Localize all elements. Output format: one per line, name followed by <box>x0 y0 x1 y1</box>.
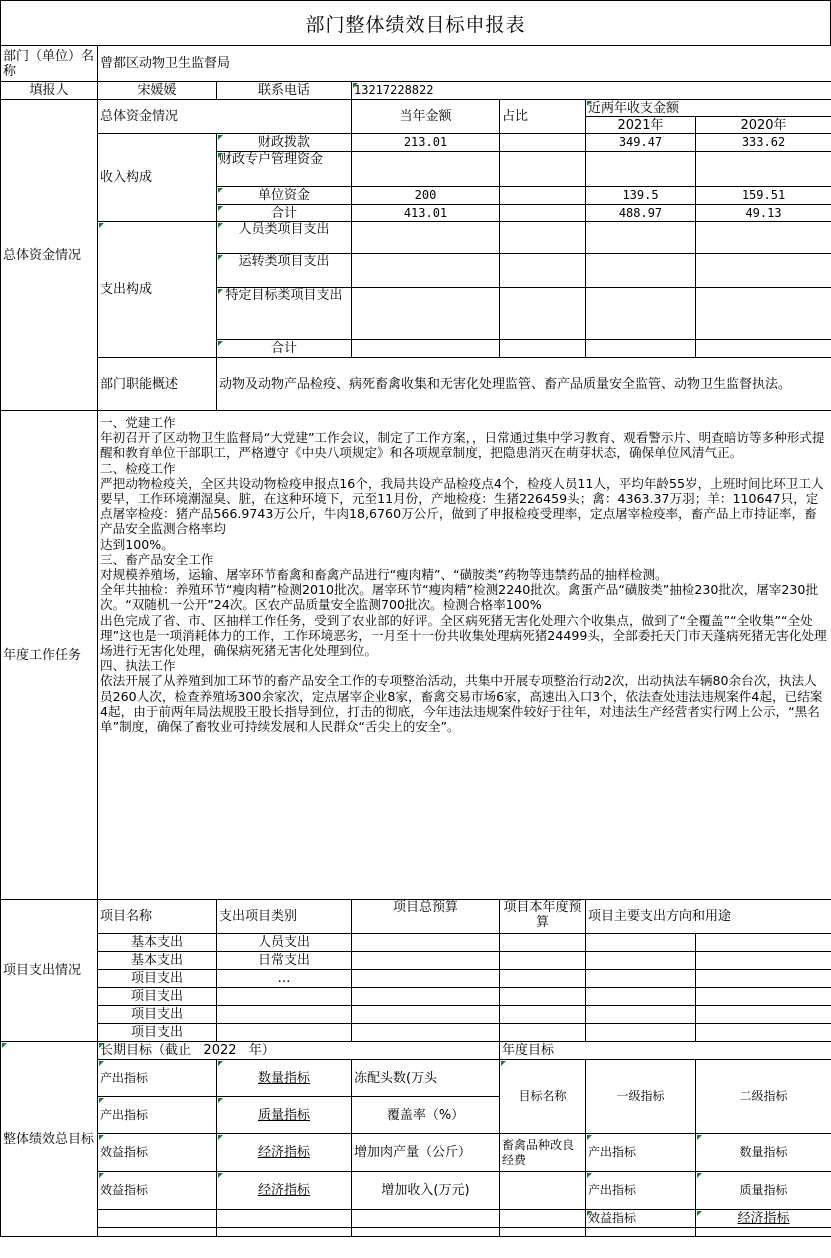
income-row-ratio[interactable] <box>500 152 586 187</box>
expense-row-name: 运转类项目支出 <box>217 254 352 288</box>
annual-tasks-text[interactable]: 一、党建工作 年初召开了区动物卫生监督局“大党建”工作会议，制定了工作方案，，日常通过集中学习教育、观看警示片、明查暗访等多种形式提醒和教育单位干部职工，严格遵守《中央八项规定》和各项规章制度，把隐患消灭在萌芽状态，确保单位风清气正。 二、检疫工作 严把动物检疫关，全区共设动物检疫申报点16个，我局共设产品检疫点4个，检疫人员11人，平均年龄55岁，上班时间比环卫工人要早，工作环境潮湿臭、脏，在这种环境下，元至11月份，产地检疫：生猪226459头；禽：4363.37万羽；羊：110647只，定点屠宰检疫：猪产品566.9743万公斤，牛肉18,6760万公斤，做到了申报检疫受理率，定点屠宰检疫率，畜产品上市持证率，畜产品安全监测合格率均 达到100%。 三、畜产品安全工作 对规模养殖场，运输、屠宰环节畜禽和畜禽产品进行“瘦肉精”、“磺胺类”药物等违禁药品的抽样检测。 全年共抽检：养殖环节“瘦肉精”检测2010批次。屠宰环节“瘦肉精”检测2240批次。禽蛋产品“磺胺类”抽检230批次，屠宰230批次。“双随机一公开”24次。区农产品质量安全监测700批次。检测合格率100% 出色完成了省、市、区抽样工作任务，受到了农业部的好评。全区病死猪无害化处理六个收集点，做到了“全覆盖”“全收集”“全处理”这也是一项消耗体力的工作，工作环境恶劣，一月至十一份共收集处理病死猪24499头，全部委托天门市天蓬病死猪无害化处理场进行无害化处理，确保病死猪无害化处理到位。 四、执法工作 依法开展了从养殖到加工环节的畜产品安全工作的专项整治活动，共集中开展专项整治行动2次，出动执法车辆80余台次，执法人员260人次，检查养殖场300余家次，定点屠宰企业8家，畜禽交易市场6家，高速出入口3个，依法查处违法违规案件4起，已结案4起，由于前两年局法规股王股长指导到位，打击的彻底，今年违法违规案件较好于往年，对违法生产经营者实行网上公示，“黑名单”制度，确保了畜牧业可持续发展和人民群众“舌尖上的安全”。 <box>98 411 831 900</box>
long-term-label: 长期目标（截止 <box>100 1043 192 1058</box>
project-row-purpose[interactable] <box>586 952 696 970</box>
goal-left-empty[interactable] <box>352 1210 500 1228</box>
project-row-annual[interactable] <box>500 988 586 1006</box>
project-row-name[interactable]: 基本支出 <box>98 952 217 970</box>
dept-name-label: 部门（单位）名称 <box>1 46 98 82</box>
two-year-header: 近两年收支金额 <box>586 100 831 117</box>
project-row-category[interactable] <box>217 1006 352 1024</box>
project-row-name[interactable]: 项目支出 <box>98 1006 217 1024</box>
phone-label: 联系电话 <box>217 82 352 100</box>
income-row-name: 财政专户管理资金 <box>217 152 352 187</box>
goal-left-b[interactable]: 经济指标 <box>217 1172 352 1210</box>
project-row-purpose-2[interactable] <box>696 934 831 952</box>
annual-target-name-empty[interactable] <box>500 1210 586 1228</box>
funds-section-label: 总体资金情况 <box>1 100 98 411</box>
expense-label: 支出构成 <box>98 222 217 358</box>
project-row-annual[interactable] <box>500 934 586 952</box>
income-row-2020[interactable]: 333.62 <box>696 134 831 152</box>
expense-total-current[interactable] <box>352 340 500 358</box>
income-total-ratio[interactable] <box>500 205 586 222</box>
expense-total-2020[interactable] <box>696 340 831 358</box>
project-row-name[interactable]: 项目支出 <box>98 1024 217 1042</box>
project-row-purpose[interactable] <box>586 1024 696 1042</box>
projects-header-purpose: 项目主要支出方向和用途 <box>586 900 831 934</box>
income-row-ratio[interactable] <box>500 187 586 205</box>
project-row-purpose-2[interactable] <box>696 952 831 970</box>
expense-total-name: 合计 <box>217 340 352 358</box>
expense-row-2021[interactable] <box>586 288 696 340</box>
goal-left-b[interactable]: 经济指标 <box>217 1134 352 1172</box>
income-row-2021[interactable]: 139.5 <box>586 187 696 205</box>
project-row-total[interactable] <box>352 1024 500 1042</box>
goal-left-a: 产出指标 <box>98 1060 217 1097</box>
duties-text[interactable]: 动物及动物产品检疫、病死畜禽收集和无害化处理监管、畜产品质量安全监管、动物卫生监督执法。 <box>217 358 831 411</box>
project-row-category[interactable]: 人员支出 <box>217 934 352 952</box>
income-row-2021[interactable]: 349.47 <box>586 134 696 152</box>
project-row-annual[interactable] <box>500 952 586 970</box>
expense-row-current[interactable] <box>352 254 500 288</box>
project-row-category[interactable]: … <box>217 970 352 988</box>
projects-header-name: 项目名称 <box>98 900 217 934</box>
goal-left-b[interactable]: 数量指标 <box>217 1060 352 1097</box>
project-row-total[interactable] <box>352 934 500 952</box>
income-total-2021[interactable]: 488.97 <box>586 205 696 222</box>
expense-row-2020[interactable] <box>696 254 831 288</box>
expense-row-2020[interactable] <box>696 222 831 254</box>
expense-row-current[interactable] <box>352 288 500 340</box>
annual-level1[interactable]: 产出指标 <box>586 1134 696 1172</box>
expense-total-ratio[interactable] <box>500 340 586 358</box>
project-row-purpose[interactable] <box>586 970 696 988</box>
expense-row-2021[interactable] <box>586 222 696 254</box>
annual-level2[interactable]: 数量指标 <box>696 1134 831 1172</box>
form-table <box>0 45 831 1237</box>
expense-total-2021[interactable] <box>586 340 696 358</box>
project-row-annual[interactable] <box>500 970 586 988</box>
project-row-total[interactable] <box>352 970 500 988</box>
annual-target-name-header: 目标名称 <box>500 1060 586 1134</box>
annual-level1[interactable]: 产出指标 <box>586 1172 696 1210</box>
goal-left-empty[interactable] <box>98 1228 217 1237</box>
expense-row-ratio[interactable] <box>500 254 586 288</box>
annual-level2[interactable]: 经济指标 <box>696 1210 831 1228</box>
filler-label: 填报人 <box>1 82 98 100</box>
annual-target-name-empty[interactable] <box>500 1172 586 1210</box>
income-total-2020[interactable]: 49.13 <box>696 205 831 222</box>
income-total-name: 合计 <box>217 205 352 222</box>
income-label: 收入构成 <box>98 134 217 222</box>
annual-target-name-empty[interactable] <box>500 1228 586 1237</box>
goal-left-c[interactable]: 覆盖率（%） <box>352 1097 500 1134</box>
expense-row-current[interactable] <box>352 222 500 254</box>
income-row-ratio[interactable] <box>500 134 586 152</box>
project-row-category[interactable] <box>217 1024 352 1042</box>
project-row-total[interactable] <box>352 1006 500 1024</box>
filler-value[interactable]: 宋媛媛 <box>98 82 217 100</box>
project-row-purpose-2[interactable] <box>696 1006 831 1024</box>
income-row-2020[interactable]: 159.51 <box>696 187 831 205</box>
project-row-purpose-2[interactable] <box>696 1024 831 1042</box>
goal-left-empty[interactable] <box>98 1210 217 1228</box>
project-row-purpose[interactable] <box>586 988 696 1006</box>
goal-left-c[interactable]: 冻配头数(万头 <box>352 1060 500 1097</box>
goal-left-c[interactable]: 增加肉产量（公斤） <box>352 1134 500 1172</box>
goal-left-empty[interactable] <box>217 1228 352 1237</box>
project-row-name[interactable]: 项目支出 <box>98 970 217 988</box>
annual-level2-empty[interactable] <box>696 1228 831 1237</box>
income-row-current[interactable]: 200 <box>352 187 500 205</box>
projects-header-category: 支出项目类别 <box>217 900 352 934</box>
year-2021-header: 2021年 <box>586 117 696 134</box>
goal-left-a: 产出指标 <box>98 1097 217 1134</box>
project-row-purpose-2[interactable] <box>696 988 831 1006</box>
income-row-2020[interactable] <box>696 152 831 187</box>
goal-left-b[interactable]: 质量指标 <box>217 1097 352 1134</box>
goals-label: 整体绩效总目标 <box>1 1042 98 1237</box>
project-row-purpose[interactable] <box>586 934 696 952</box>
expense-row-ratio[interactable] <box>500 222 586 254</box>
duties-label: 部门职能概述 <box>98 358 217 411</box>
projects-label: 项目支出情况 <box>1 900 98 1042</box>
project-row-purpose[interactable] <box>586 1006 696 1024</box>
long-term-year[interactable]: 2022 <box>203 1043 237 1058</box>
project-row-purpose-2[interactable] <box>696 970 831 988</box>
annual-level2[interactable]: 质量指标 <box>696 1172 831 1210</box>
goal-left-a: 效益指标 <box>98 1172 217 1210</box>
year-2020-header: 2020年 <box>696 117 831 134</box>
expense-row-name: 人员类项目支出 <box>217 222 352 254</box>
goal-left-a: 效益指标 <box>98 1134 217 1172</box>
goal-left-c[interactable]: 增加收入(万元) <box>352 1172 500 1210</box>
project-row-category[interactable] <box>217 988 352 1006</box>
income-row-current[interactable]: 213.01 <box>352 134 500 152</box>
project-row-name[interactable]: 项目支出 <box>98 988 217 1006</box>
expense-row-ratio[interactable] <box>500 288 586 340</box>
annual-level1-header: 一级指标 <box>586 1060 696 1134</box>
project-row-category[interactable]: 日常支出 <box>217 952 352 970</box>
expense-row-2021[interactable] <box>586 254 696 288</box>
funds-overview-label: 总体资金情况 <box>98 100 352 134</box>
expense-row-2020[interactable] <box>696 288 831 340</box>
income-row-name: 财政拨款 <box>217 134 352 152</box>
long-term-suffix: 年） <box>248 1043 275 1058</box>
project-row-total[interactable] <box>352 988 500 1006</box>
annual-level1[interactable]: 效益指标 <box>586 1210 696 1228</box>
project-row-annual[interactable] <box>500 1006 586 1024</box>
projects-header-total: 项目总预算 <box>352 900 500 934</box>
expense-row-name: 特定目标类项目支出 <box>217 288 352 340</box>
form-title: 部门整体绩效目标申报表 <box>0 0 831 46</box>
annual-level2-header: 二级指标 <box>696 1060 831 1134</box>
income-row-2021[interactable] <box>586 152 696 187</box>
phone-value[interactable]: 13217228822 <box>352 82 831 100</box>
income-row-current[interactable] <box>352 152 500 187</box>
income-row-name: 单位资金 <box>217 187 352 205</box>
goal-left-empty[interactable] <box>352 1228 500 1237</box>
annual-target-name[interactable]: 畜禽品种改良经费 <box>500 1134 586 1172</box>
project-row-name[interactable]: 基本支出 <box>98 934 217 952</box>
current-amount-header: 当年金额 <box>352 100 500 134</box>
dept-name-value[interactable]: 曾都区动物卫生监督局 <box>98 46 831 82</box>
project-row-total[interactable] <box>352 952 500 970</box>
ratio-header: 占比 <box>500 100 586 134</box>
annual-tasks-label: 年度工作任务 <box>1 411 98 900</box>
project-row-annual[interactable] <box>500 1024 586 1042</box>
projects-header-annual: 项目本年度预算 <box>500 900 586 934</box>
income-total-current[interactable]: 413.01 <box>352 205 500 222</box>
long-term-goal-header <box>98 1042 500 1060</box>
goal-left-empty[interactable] <box>217 1210 352 1228</box>
annual-goal-header: 年度目标 <box>500 1042 831 1060</box>
annual-level1-empty[interactable] <box>586 1228 696 1237</box>
